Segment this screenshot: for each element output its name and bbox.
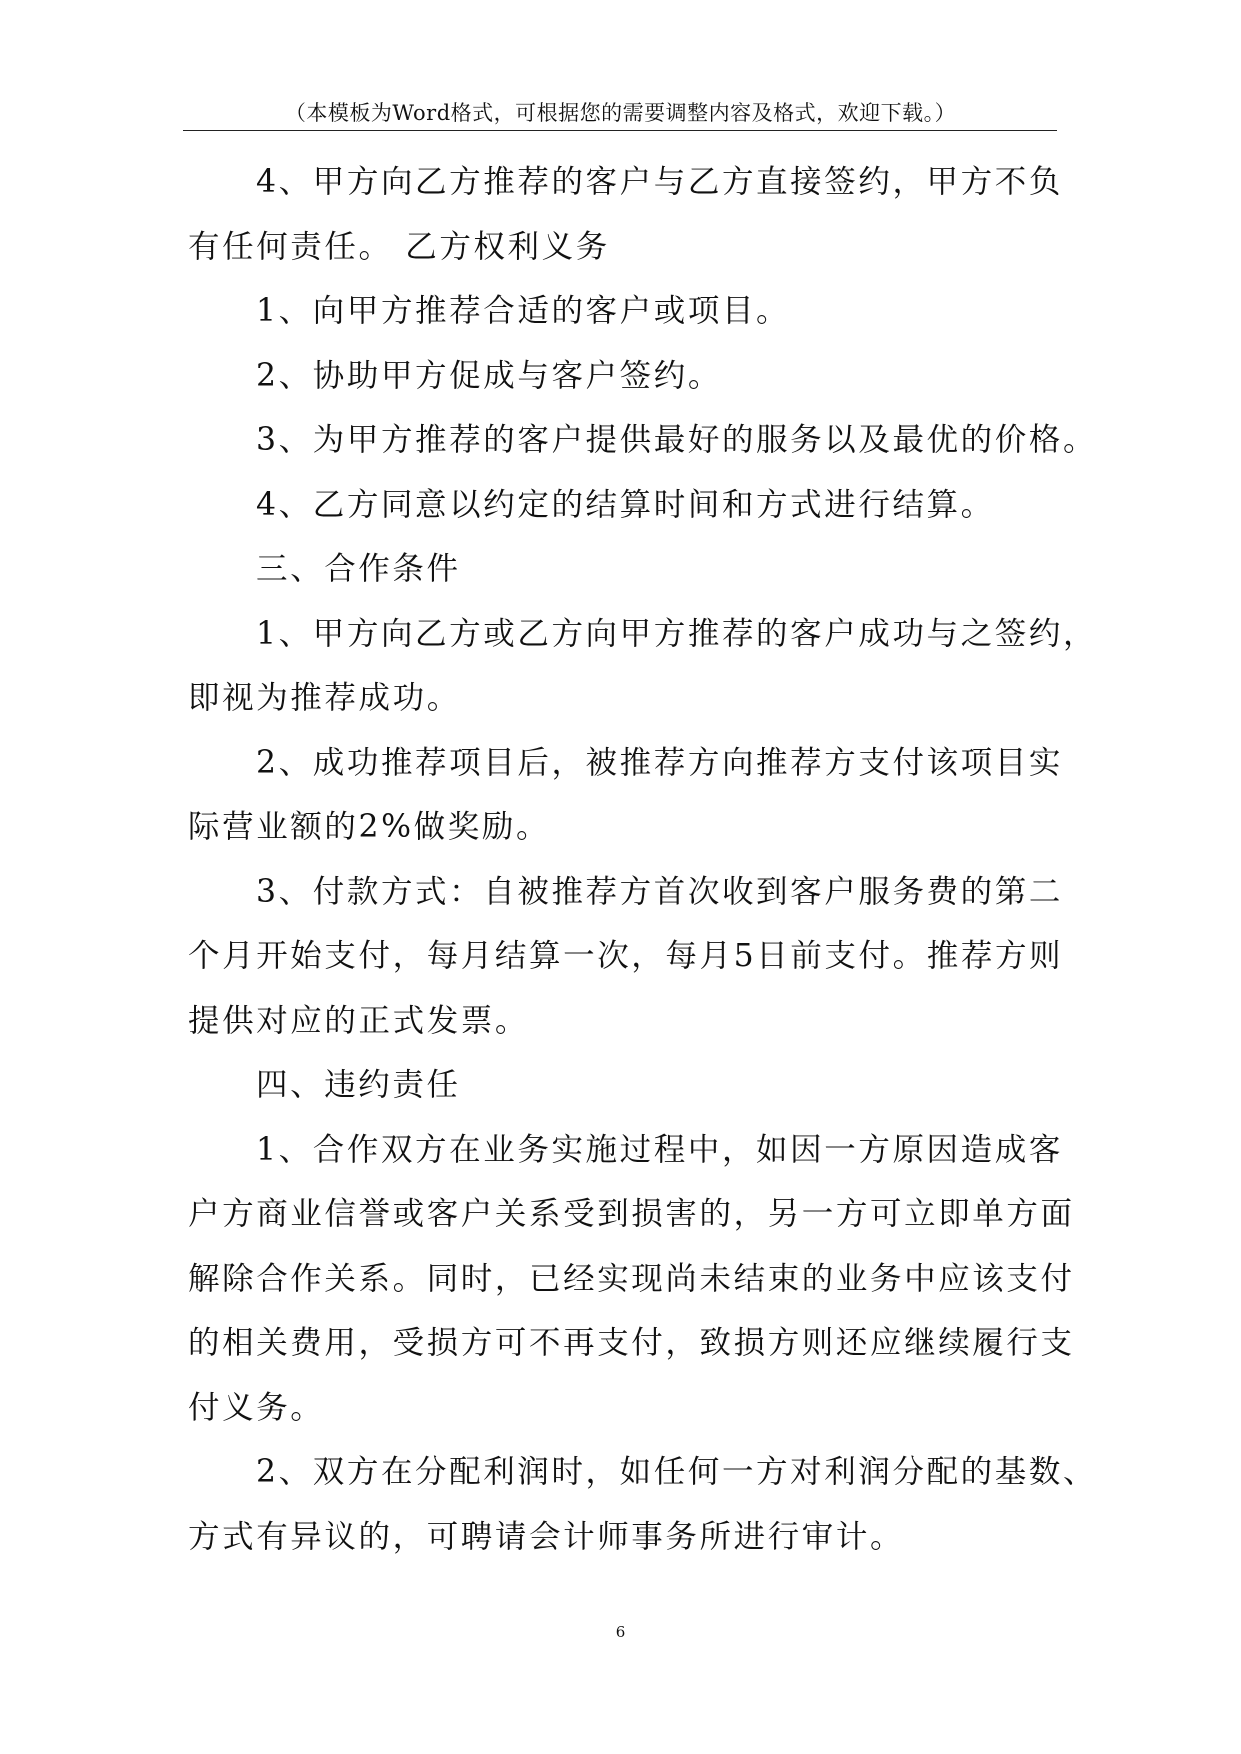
text-line: 有任何责任。 乙方权利义务 <box>188 228 610 265</box>
text-line: 际营业额的2%做奖励。 <box>188 809 551 845</box>
paragraph <box>188 408 1098 473</box>
text-line: 4、甲方向乙方推荐的客户与乙方直接签约，甲方不负 <box>256 164 1063 200</box>
text-line: 4、乙方同意以约定的结算时间和方式进行结算。 <box>256 486 995 523</box>
text-line: 三、合作条件 <box>256 551 461 587</box>
paragraph <box>188 344 1068 409</box>
section-heading <box>188 1053 1068 1118</box>
text-line: 解除合作关系。同时，已经实现尚未结束的业务中应该支付 <box>188 1260 1075 1297</box>
text-line: 2、双方在分配利润时，如任何一方对利润分配的基数、 <box>256 1454 1098 1490</box>
text-line: 个月开始支付，每月结算一次，每月5日前支付。推荐方则 <box>188 938 1064 974</box>
text-line: 2、成功推荐项目后，被推荐方向推荐方支付该项目实 <box>256 744 1063 781</box>
paragraph <box>188 731 1068 860</box>
text-line: 付义务。 <box>188 1389 325 1426</box>
paragraph <box>188 1118 1075 1441</box>
text-line: 3、为甲方推荐的客户提供最好的服务以及最优的价格。 <box>256 422 1098 458</box>
text-line: 的相关费用，受损方可不再支付，致损方则还应继续履行支 <box>188 1325 1075 1361</box>
paragraph <box>188 1440 1098 1569</box>
text-line: 2、协助甲方促成与客户签约。 <box>256 357 722 394</box>
page-header-note: （本模板为Word格式，可根据您的需要调整内容及格式，欢迎下载。） <box>284 101 957 125</box>
text-line: 1、甲方向乙方或乙方向甲方推荐的客户成功与之签约， <box>256 615 1098 652</box>
text-line: 方式有异议的，可聘请会计师事务所进行审计。 <box>188 1518 905 1555</box>
text-line: 3、付款方式：自被推荐方首次收到客户服务费的第二 <box>256 873 1063 910</box>
paragraph <box>188 473 1068 538</box>
text-line: 户方商业信誉或客户关系受到损害的，另一方可立即单方面 <box>188 1196 1075 1232</box>
text-line: 四、违约责任 <box>256 1067 461 1103</box>
text-line: 1、向甲方推荐合适的客户或项目。 <box>256 293 791 329</box>
header-divider <box>183 130 1057 131</box>
paragraph <box>188 860 1068 1054</box>
paragraph <box>188 279 1068 344</box>
document-body <box>188 150 1098 1569</box>
page-number: 6 <box>615 1623 626 1641</box>
paragraph <box>188 150 1068 279</box>
text-line: 1、合作双方在业务实施过程中，如因一方原因造成客 <box>256 1131 1063 1168</box>
paragraph <box>188 602 1098 731</box>
section-heading <box>188 537 1068 602</box>
text-line: 即视为推荐成功。 <box>188 680 461 716</box>
text-line: 提供对应的正式发票。 <box>188 1002 530 1039</box>
